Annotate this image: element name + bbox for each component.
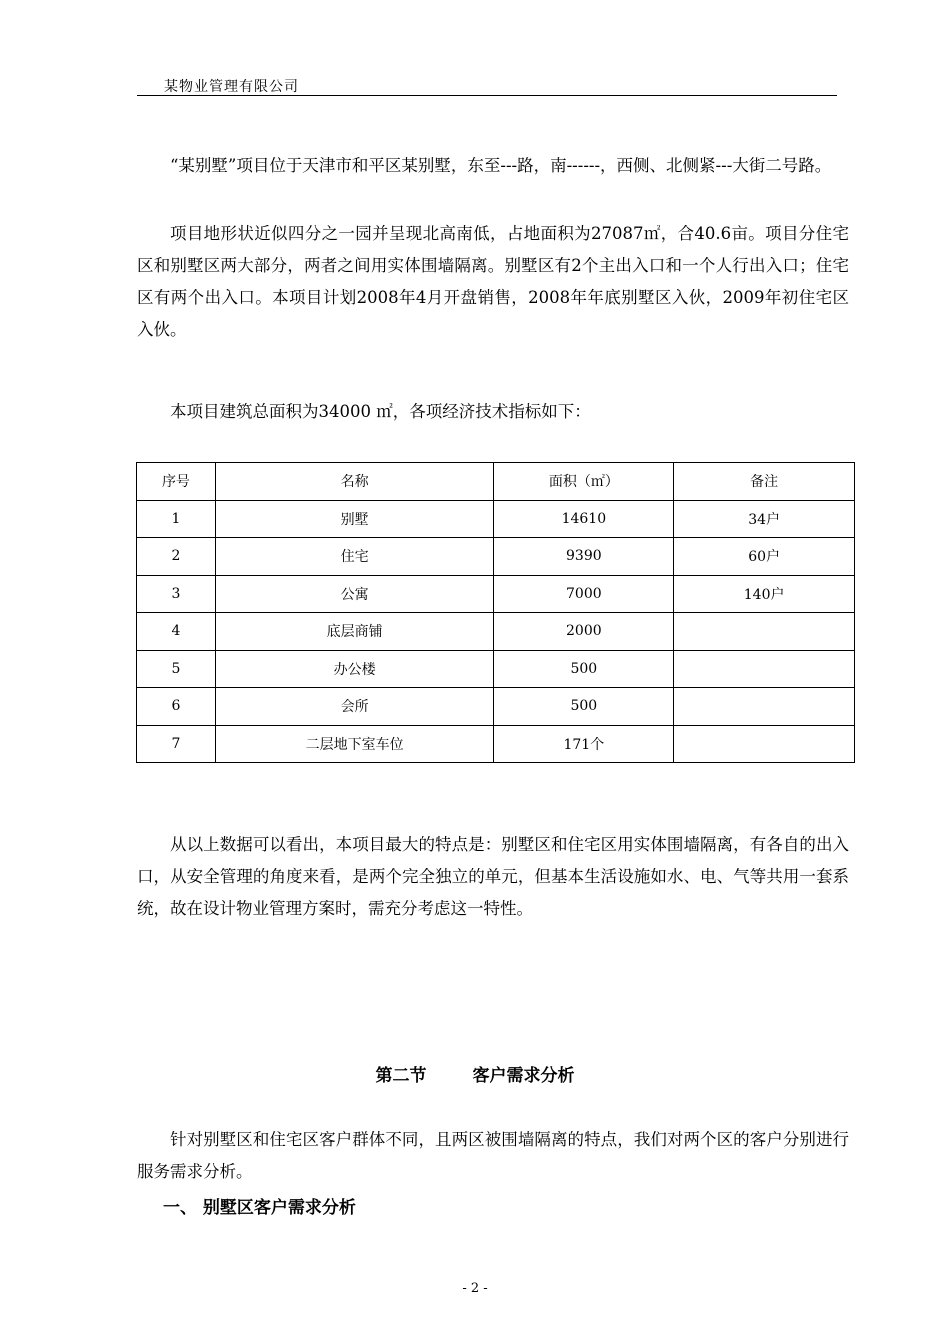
table-cell: 办公楼 [215,650,494,688]
paragraph-conclusion: 从以上数据可以看出，本项目最大的特点是：别墅区和住宅区用实体围墙隔离，有各自的出入口，从安全管理的角度来看，是两个完全独立的单元，但基本生活设施如水、电、气等共用一套系统，故在设计物业管理方案时，需充分考虑这一特性。 [137,835,849,918]
table-cell: 2 [137,538,216,576]
table-cell: 6 [137,688,216,726]
table-cell: 会所 [215,688,494,726]
table-cell: 5 [137,650,216,688]
table-cell: 1 [137,500,216,538]
table-row [137,500,855,538]
table-header-cell: 面积（㎡） [494,463,674,501]
indicators-table [136,462,855,763]
table-header-row [137,463,855,501]
table-cell [674,650,855,688]
table-cell: 公寓 [215,575,494,613]
section-heading [0,1061,950,1086]
table-row [137,688,855,726]
table-cell: 7 [137,725,216,763]
table-cell: 140户 [674,575,855,613]
table-header-cell: 名称 [215,463,494,501]
table-row [137,725,855,763]
table-cell [674,688,855,726]
table-cell: 住宅 [215,538,494,576]
paragraph-section-intro: 针对别墅区和住宅区客户群体不同，且两区被围墙隔离的特点，我们对两个区的客户分别进行服务需求分析。 [137,1130,849,1181]
table-cell: 2000 [494,613,674,651]
table-cell: 14610 [494,500,674,538]
table-header-cell: 序号 [137,463,216,501]
table-row [137,613,855,651]
table-cell [674,613,855,651]
company-name: 某物业管理有限公司 [164,79,299,95]
table-cell: 3 [137,575,216,613]
section-title: 客户需求分析 [472,1066,575,1086]
page-number: - 2 - [462,1281,488,1296]
table-cell: 60户 [674,538,855,576]
table-cell: 别墅 [215,500,494,538]
section-number: 第二节 [375,1066,427,1086]
paragraph-area-intro: 本项目建筑总面积为34000 ㎡，各项经济技术指标如下： [170,402,591,421]
table-cell: 二层地下室车位 [215,725,494,763]
paragraph-location: “某别墅”项目位于天津市和平区某别墅，东至---路，南------，西侧、北侧紧---大街二号路。 [170,156,832,175]
page-header [137,74,837,96]
table-row [137,538,855,576]
table-cell [674,725,855,763]
paragraph-site: 项目地形状近似四分之一园并呈现北高南低，占地面积为27087㎡，合40.6亩。项目分住宅区和别墅区两大部分，两者之间用实体围墙隔离。别墅区有2个主出入口和一个人行出入口；住宅区有两个出入口。本项目计划2008年4月开盘销售，2008年年底别墅区入伙，2009年初住宅区入伙。 [137,224,849,339]
table-header-cell: 备注 [674,463,855,501]
table-cell: 500 [494,650,674,688]
table-row [137,575,855,613]
table-cell: 171个 [494,725,674,763]
table-cell: 9390 [494,538,674,576]
table-row [137,650,855,688]
subsection-heading: 一、 别墅区客户需求分析 [163,1198,356,1218]
table-cell: 底层商铺 [215,613,494,651]
table-cell: 500 [494,688,674,726]
table-cell: 7000 [494,575,674,613]
table-cell: 4 [137,613,216,651]
table-cell: 34户 [674,500,855,538]
